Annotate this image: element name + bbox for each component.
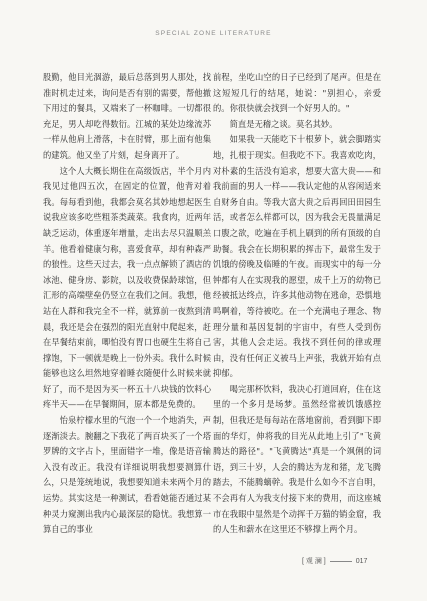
page-footer (302, 556, 367, 566)
footer-rule (330, 561, 352, 562)
left-column (43, 70, 211, 538)
page-number: 017 (355, 557, 368, 565)
section-name: [ 观 澜 ] (302, 558, 326, 565)
paragraph: 简直是无稽之谈。莫名其妙。 (229, 118, 338, 129)
paragraph: 怡泉柠檬水里的气泡一个一个地消失，声逐渐淡去。腕翻之下我花了两百块买了一个塔罗牌的文字占卜，里面错字一堆，像是语音输入没有改正。我没有详细说明我想要测算什么，只是笼统地说，我想要知道未来两个月的运势。其实这是一种测试，看看她能否通过某种灵力窥测出我内心最深层的隐忧。我想算一算自己的事业 (43, 415, 211, 535)
paragraph: 如果我一天能吃下十根萝卜，就会脚踏实地，扎根于现实。但我吃不下。我喜欢吃肉，对朴素的生活没有追求，想要大富大贵——和我前面的男人一样——我认定他的从容闲适来自财务自由。等我大富大贵之后再回田田园生活，或者怎么样都可以，因为我会无畏量满足口腹之欲，吃遍在手机上刷到的所有顶级的自助餐。我会在长期积累的挥击下，最常生发于饥饿的傍晚及临睡的午夜。而现实中的每一分钟都有人在实现我的愿望，成千上万的幼物已经被抵达终点，许多其他动物在逃命，恐惧地鸣啊着，等待被吃。在一个充满电子理念、物理分量和基因复制的宇宙中，有些人受到伤害，其他人会走运。我找不到任何的律或理由，没有任何正义被马上声张，我就开始有点抑郁。 (213, 134, 381, 379)
right-column (213, 70, 381, 538)
paragraph: 这个人大概长期住在高级饭店，半个月内我见过他四五次，在固定的位置，他背对着我。每每看到他，我都会莫名其妙地想起医生说我应该多吃些粗茶类蔬菜。我食肉，近两年缺乏运动，体重逐年增量，走出去尽只温顺羔羊。他看着健康匀称，喜爱食草，却有种森严的狼性。这些天过去，我一点点解锁了酒店的冰池、健身房、影院，以及收费保龄球馆，但汇形的高端壁垒仍竖立在我们之间。我想，他站在人群和我完全不一样，就算前一夜熬到清晨，我还是会在强烈的阳光直射中爬起来，赶在早餐结束前，唧怕没有胃口也硬生生将自己撑饱，下一顿就是晚上一份外卖。我什么时候能够也这么坦然地穿着睡衣随便什么时候来就好了，而不是因为买一杯五十八块钱的饮料心疼半天——在早餐期间，原本都是免费的。 (43, 165, 211, 410)
paragraph: 股勤，他目光涸游，最后总落到男人那处，找准时机走过来，询问是否有别的需要，帮他撤下用过的餐具，又端来了一杯咖啡。一切都很充足，男人却吃得数衍。江城的某处边缘流苏一样从他肩上滑落，卡在肘臂，那上面有他集的建筑。他又坐了片刻，起身离开了。 (43, 72, 211, 160)
paragraph: 前程，坐吃山空的日子已经到了尾声。但是在这短短几行的结尾，她说："别担心，亲爱的。你很快就会找到一个好男人的。" (213, 72, 381, 114)
running-header: SPECIAL ZONE LITERATURE (155, 30, 272, 37)
paragraph: 喝完那杯饮料，我决心打道回府，住在这里的一个多月是场梦。虽然经常被饥饿感控制，但我还是每每站在落地窗前，看到脚下即面的华灯，伸将我的目光从此地上引了"飞黄腾达的路径"。"飞黄腾达"真是一个飒俐的词语，到三十岁，人会的腾达为龙和猪，龙飞腾踏去，不能腾螭幹。我是什么如今不言自明，不会再有人为我支付接下来的费用，而这座城市在我眼中显然是个动挥千万猫的销金窟，我的人生和薪水在这里还不够撑上两个月。 (213, 383, 381, 535)
